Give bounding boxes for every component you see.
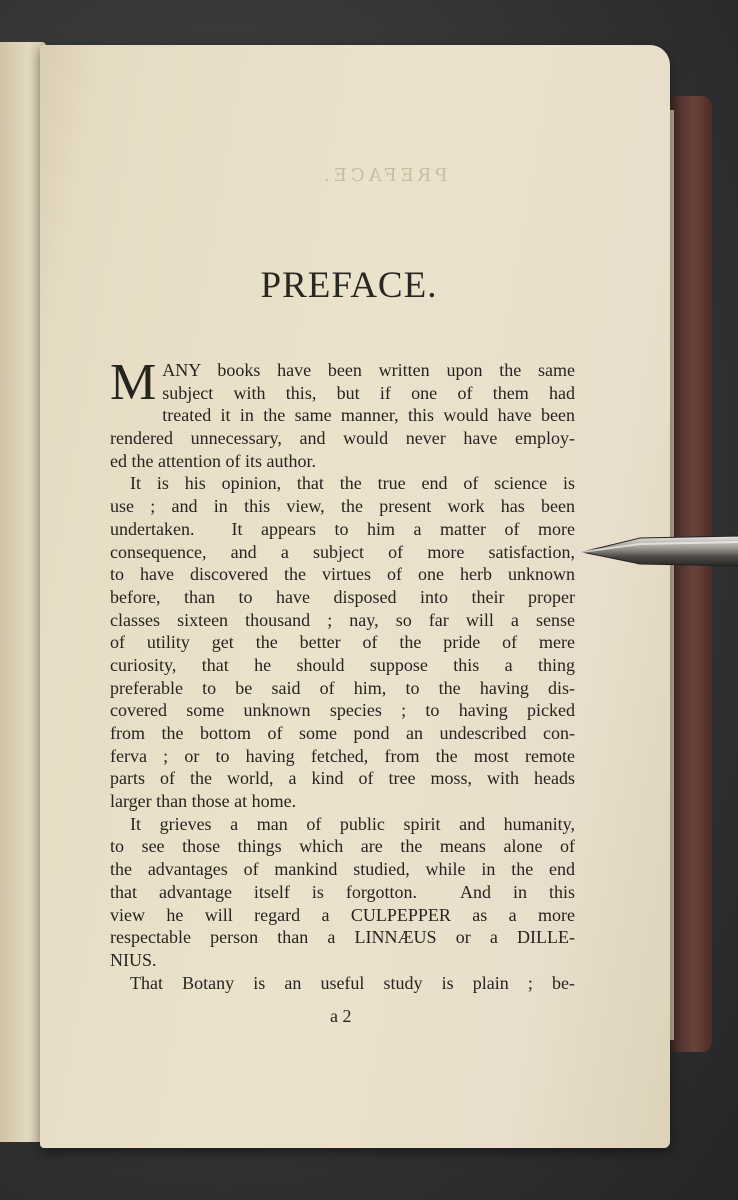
text-line: preferable to be said of him, to the having dis- [110, 677, 575, 698]
text-line: rendered unnecessary, and would never have employ- [110, 428, 575, 449]
text-line: that advantage itself is forgotton. And in this [110, 881, 575, 902]
text-line: It grieves a man of public spirit and humanity, [130, 813, 575, 834]
text-line: view he will regard a CULPEPPER as a more [110, 904, 575, 925]
text-line: covered some unknown species ; to having picked [110, 700, 575, 721]
text-line: subject with this, but if one of them had [162, 382, 575, 403]
text-line: of utility get the better of the pride of mere [110, 632, 575, 653]
text-line: consequence, and a subject of more satisfaction, [110, 541, 575, 562]
text-line: before, than to have disposed into their proper [110, 586, 575, 607]
text-line: ANY books have been written upon the same [162, 360, 575, 380]
text-line: curiosity, that he should suppose this a thing [110, 654, 575, 675]
text-line: ferva ; or to having fetched, from the most remote [110, 745, 575, 766]
text-line: That Botany is an useful study is plain ; be- [130, 972, 575, 993]
bleed-through-text: PREFACE. [320, 165, 448, 186]
metal-pointer [580, 530, 738, 570]
body-text [110, 354, 575, 994]
text-line: NIUS. [110, 949, 157, 970]
book-cover-edge [668, 96, 712, 1052]
text-line: respectable person than a LINNÆUS or a DILLE- [110, 927, 575, 948]
text-line: classes sixteen thousand ; nay, so far will a sense [110, 609, 575, 630]
text-line: undertaken. It appears to him a matter of more [110, 518, 575, 539]
text-line: to have discovered the virtues of one herb unknown [110, 564, 575, 585]
text-line: the advantages of mankind studied, while in the end [110, 859, 575, 880]
page-title: PREFACE. [260, 265, 438, 306]
text-line: ed the attention of its author. [110, 450, 316, 471]
text-line: parts of the world, a kind of tree moss, with heads [110, 768, 575, 789]
text-line: to see those things which are the means alone of [110, 836, 575, 857]
text-line: from the bottom of some pond an undescribed con- [110, 723, 575, 743]
text-line: It is his opinion, that the true end of science is [130, 473, 575, 494]
text-line: use ; and in this view, the present work has been [110, 496, 575, 517]
drop-cap: M [110, 354, 157, 411]
signature-mark: a 2 [330, 1006, 352, 1026]
text-line: larger than those at home. [110, 791, 297, 812]
text-line: treated it in the same manner, this would have been [162, 405, 575, 426]
